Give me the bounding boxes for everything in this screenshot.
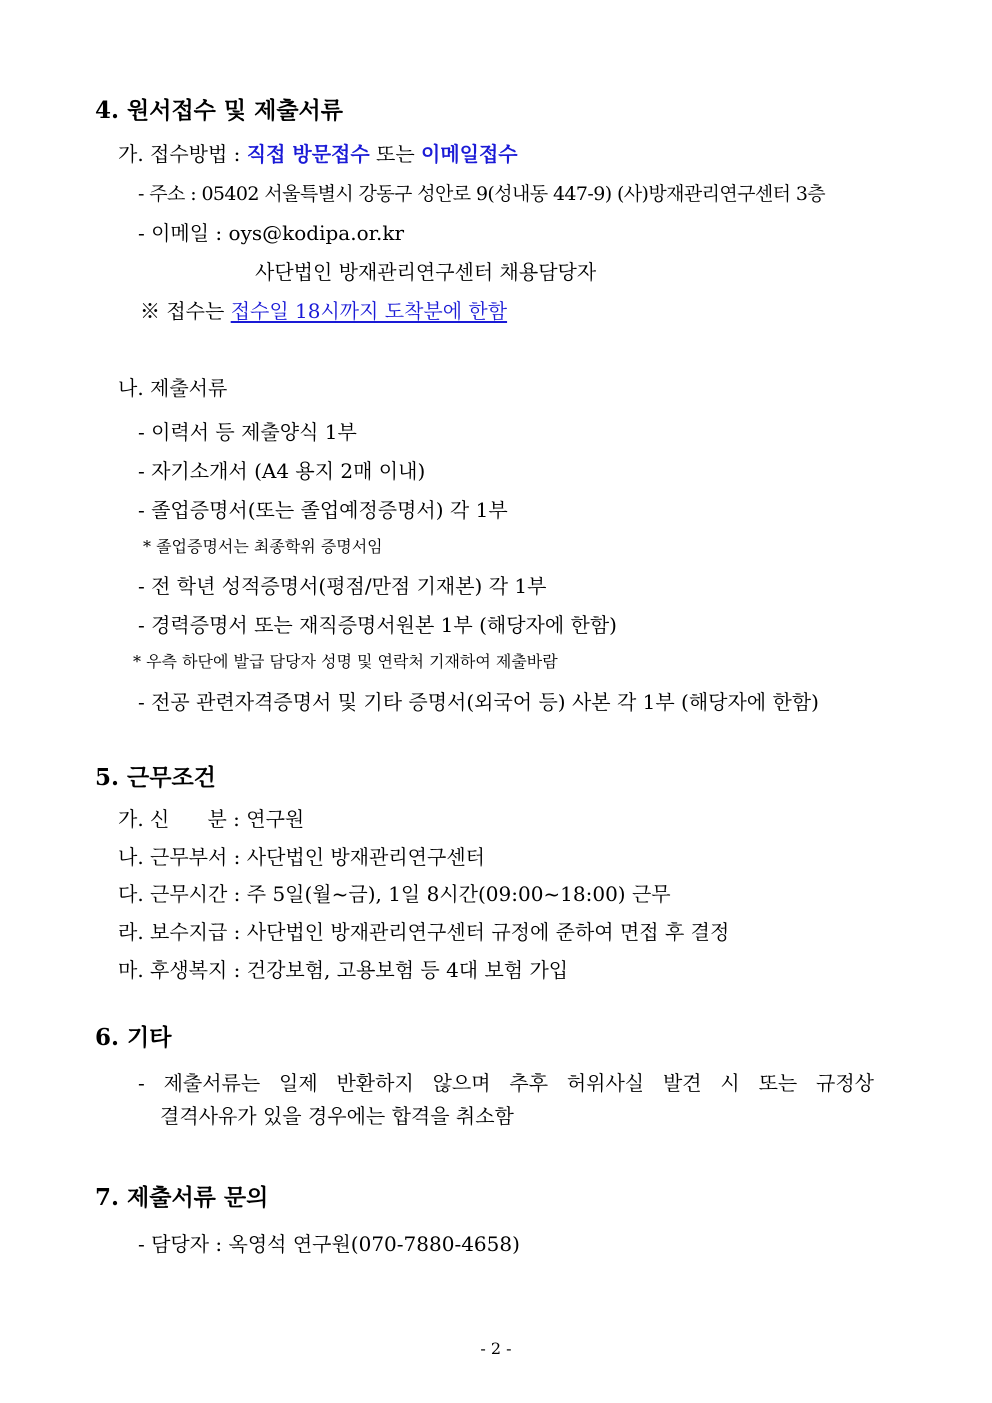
section-6-heading: 6. 기타: [95, 1024, 172, 1051]
doc-item: - 전공 관련자격증명서 및 기타 증명서(외국어 등) 사본 각 1부 (해당자에 한함): [138, 690, 819, 714]
address-line: - 주소 : 05402 서울특별시 강동구 성안로 9(성내동 447-9) (사)방재관리연구센터 3층: [138, 183, 826, 205]
doc-item: - 자기소개서 (A4 용지 2매 이내): [138, 459, 426, 483]
contact-line: - 담당자 : 옥영석 연구원(070-7880-4658): [138, 1232, 520, 1256]
section-5-heading: 5. 근무조건: [95, 764, 216, 791]
condition-item: 라. 보수지급 : 사단법인 방재관리연구센터 규정에 준하여 면접 후 결정: [118, 920, 730, 944]
documents-title: 나. 제출서류: [118, 376, 228, 400]
submission-method-label: 가. 접수방법 :: [118, 142, 247, 166]
doc-item: - 전 학년 성적증명서(평점/만점 기재본) 각 1부: [138, 574, 547, 598]
page-number: - 2 -: [480, 1339, 512, 1358]
or-text: 또는: [369, 142, 422, 166]
deadline-link[interactable]: 접수일 18시까지 도착분에 한함: [230, 299, 508, 323]
recipient-line: 사단법인 방재관리연구센터 채용담당자: [255, 260, 597, 284]
section-7-heading: 7. 제출서류 문의: [95, 1184, 269, 1211]
email-submission: 이메일접수: [421, 142, 518, 166]
email-line: - 이메일 : oys@kodipa.or.kr: [138, 221, 405, 245]
visit-submission: 직접 방문접수: [246, 142, 370, 166]
doc-note: * 졸업증명서는 최종학위 증명서임: [143, 537, 383, 556]
section-4-heading: 4. 원서접수 및 제출서류: [95, 97, 343, 124]
submission-method: [118, 142, 518, 166]
condition-item: 다. 근무시간 : 주 5일(월~금), 1일 8시간(09:00~18:00) 근무: [118, 882, 671, 906]
condition-item: 나. 근무부서 : 사단법인 방재관리연구센터: [118, 845, 485, 869]
deadline-note-prefix: ※ 접수는: [140, 299, 231, 323]
doc-item: - 경력증명서 또는 재직증명서원본 1부 (해당자에 한함): [138, 613, 617, 637]
condition-item: 가. 신 분 : 연구원: [118, 807, 305, 831]
deadline-note: [140, 299, 507, 323]
condition-item: 마. 후생복지 : 건강보험, 고용보험 등 4대 보험 가입: [118, 958, 569, 982]
other-text-line-2: 결격사유가 있을 경우에는 합격을 취소함: [160, 1104, 514, 1128]
doc-note: * 우측 하단에 발급 담당자 성명 및 연락처 기재하여 제출바람: [133, 652, 558, 671]
doc-item: - 졸업증명서(또는 졸업예정증명서) 각 1부: [138, 498, 508, 522]
other-text-line-1: - 제출서류는 일제 반환하지 않으며 추후 허위사실 발견 시 또는 규정상: [138, 1071, 874, 1095]
doc-item: - 이력서 등 제출양식 1부: [138, 420, 357, 444]
